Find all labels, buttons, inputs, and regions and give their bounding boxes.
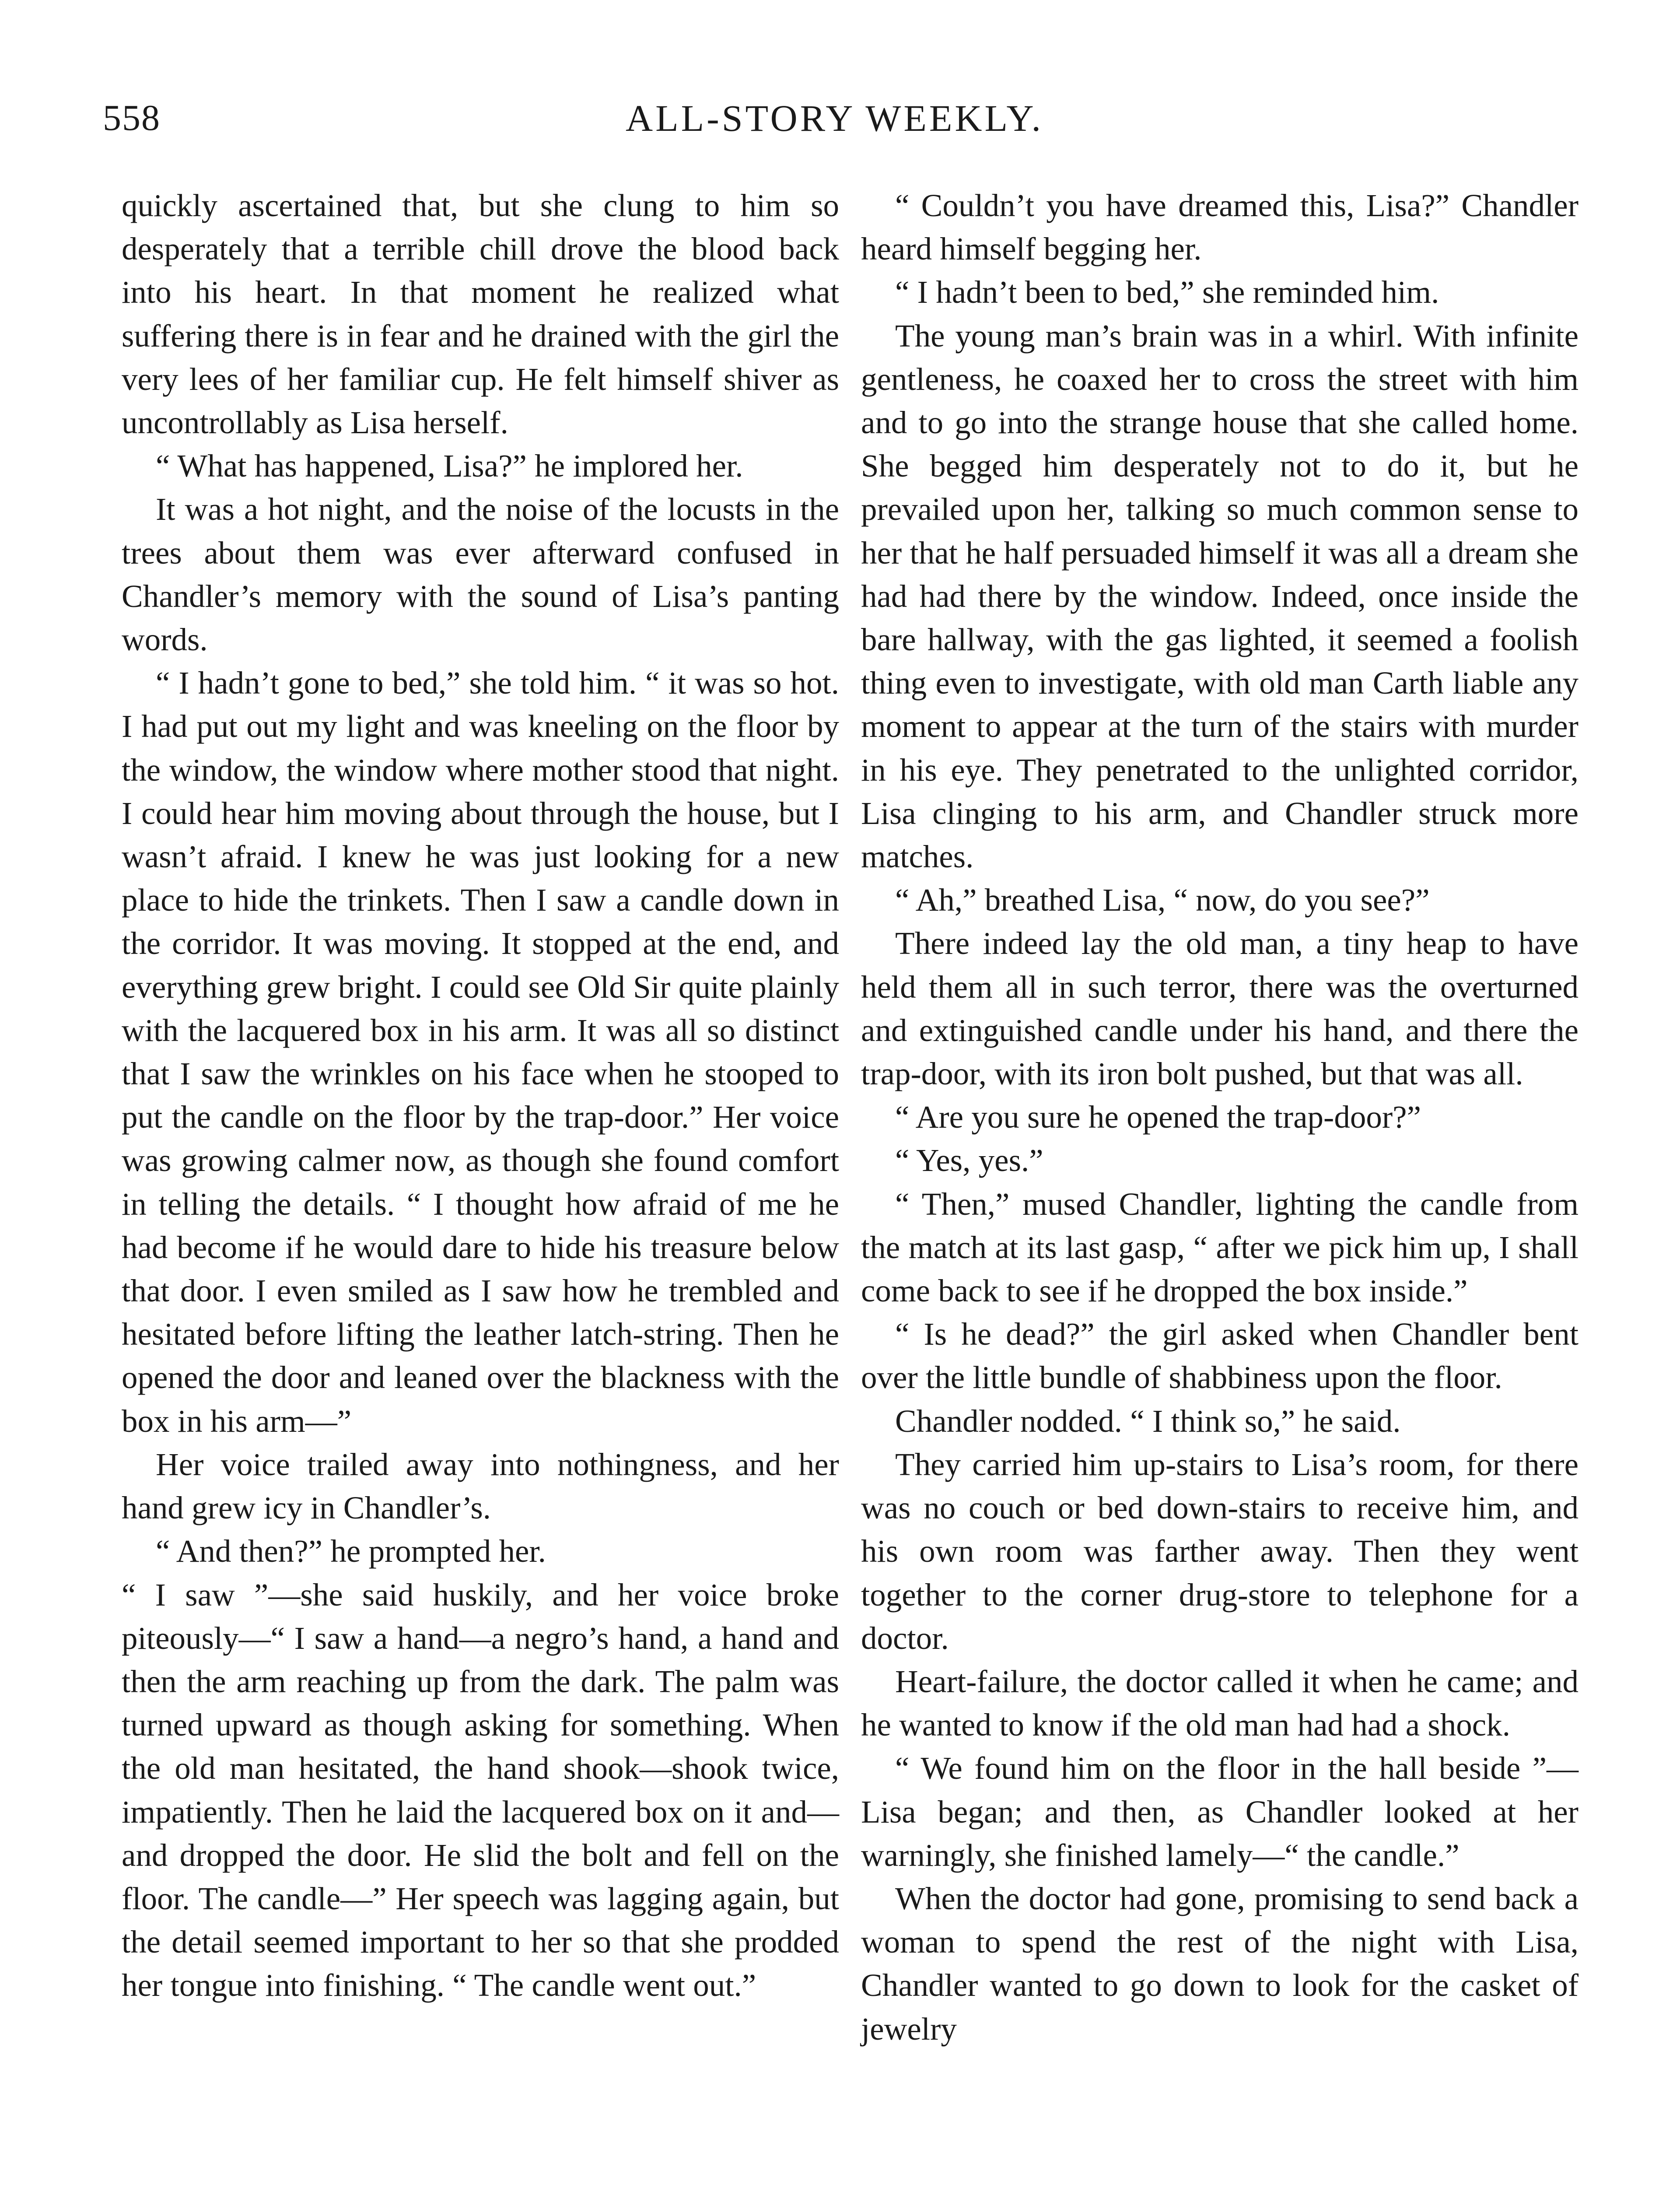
paragraph: There indeed lay the old man, a tiny heap to have held them all in such terror, there was the overturned and extinguished candle under his hand, and there the trap-door, with its iron bolt pushed, but that was all. <box>861 926 1578 1092</box>
paragraph: “ I hadn’t been to bed,” she reminded him. <box>895 274 1439 310</box>
paragraph: Chandler nodded. “ I think so,” he said. <box>895 1403 1401 1439</box>
paragraph: “ Couldn’t you have dreamed this, Lisa?” Chandler heard himself begging her. <box>861 188 1578 267</box>
paragraph: Heart-failure, the doctor called it when he came; and he wanted to know if the old man had had a shock. <box>861 1663 1578 1743</box>
paragraph: They carried him up-stairs to Lisa’s room, for there was no couch or bed down-stairs to receive him, and his own room was farther away. Then they went together to the corner drug-store to telephone for a doctor. <box>861 1446 1578 1656</box>
paragraph: When the doctor had gone, promising to send back a woman to spend the rest of the night with Lisa, Chandler wanted to go down to look for the casket of jewelry <box>861 1880 1578 2047</box>
paragraph: Her voice trailed away into nothingness, and her hand grew icy in Chandler’s. <box>122 1446 839 1526</box>
paragraph: “ I hadn’t gone to bed,” she told him. “ it was so hot. I had put out my light and was kneeling on the floor by the window, the window where mother stood that night. I could hear him moving about through the house, but I wasn’t afraid. I knew he was just looking for a new place to hide the trinkets. Then I saw a candle down in the corridor. It was moving. It stopped at the end, and everything grew bright. I could see Old Sir quite plainly with the lacquered box in his arm. It was all so distinct that I saw the wrinkles on his face when he stooped to put the candle on the floor by the trap-door.” Her voice was growing calmer now, as though she found comfort in telling the details. “ I thought how afraid of me he had become if he would dare to hide his treasure below that door. I even smiled as I saw how he trembled and hesitated before lifting the leather latch-string. Then he opened the door and leaned over the blackness with the box in his arm—” <box>122 665 839 1439</box>
left-text-column <box>122 184 839 2007</box>
paragraph: “ Are you sure he opened the trap-door?” <box>895 1099 1421 1135</box>
right-text-column <box>861 184 1578 2051</box>
paragraph: “ Then,” mused Chandler, lighting the candle from the match at its last gasp, “ after we pick him up, I shall come back to see if he dropped the box inside.” <box>861 1186 1578 1309</box>
paragraph: “ Yes, yes.” <box>895 1143 1043 1178</box>
page-header <box>103 92 1566 144</box>
page-number: 558 <box>103 98 161 138</box>
paragraph: “ We found him on the floor in the hall beside ”—Lisa began; and then, as Chandler looked at her warningly, she finished lamely—“ the candle.” <box>861 1750 1578 1873</box>
paragraph: quickly ascertained that, but she clung to him so desperately that a terrible chill drove the blood back into his heart. In that moment he realized what suffering there is in fear and he drained with the girl the very lees of her familiar cup. He felt himself shiver as uncontrollably as Lisa herself. <box>122 188 839 441</box>
running-title: ALL-STORY WEEKLY. <box>626 97 1043 139</box>
paragraph: “ I saw ”—she said huskily, and her voice broke piteously—“ I saw a hand—a negro’s hand, a hand and then the arm reaching up from the dark. The palm was turned upward as though asking for something. When the old man hesitated, the hand shook—shook twice, impatiently. Then he laid the lacquered box on it and—and dropped the door. He slid the bolt and fell on the floor. The candle—” Her speech was lagging again, but the detail seemed important to her so that she prodded her tongue into finishing. “ The candle went out.” <box>122 1577 839 2003</box>
paragraph: “ Is he dead?” the girl asked when Chandler bent over the little bundle of shabbiness upon the floor. <box>861 1316 1578 1396</box>
paragraph: The young man’s brain was in a whirl. With infinite gentleness, he coaxed her to cross the street with him and to go into the strange house that she called home. She begged him desperately not to do it, but he prevailed upon her, talking so much common sense to her that he half persuaded himself it was all a dream she had had there by the window. Indeed, once inside the bare hallway, with the gas lighted, it seemed a foolish thing even to investigate, with old man Carth liable any moment to appear at the turn of the stairs with murder in his eye. They penetrated to the unlighted corridor, Lisa clinging to his arm, and Chandler struck more matches. <box>861 318 1578 875</box>
paragraph: “ Ah,” breathed Lisa, “ now, do you see?” <box>895 882 1430 918</box>
paragraph: It was a hot night, and the noise of the locusts in the trees about them was ever afterward confused in Chandler’s memory with the sound of Lisa’s panting words. <box>122 491 839 658</box>
paragraph: “ What has happened, Lisa?” he implored her. <box>156 448 743 484</box>
paragraph: “ And then?” he prompted her. <box>156 1533 546 1569</box>
